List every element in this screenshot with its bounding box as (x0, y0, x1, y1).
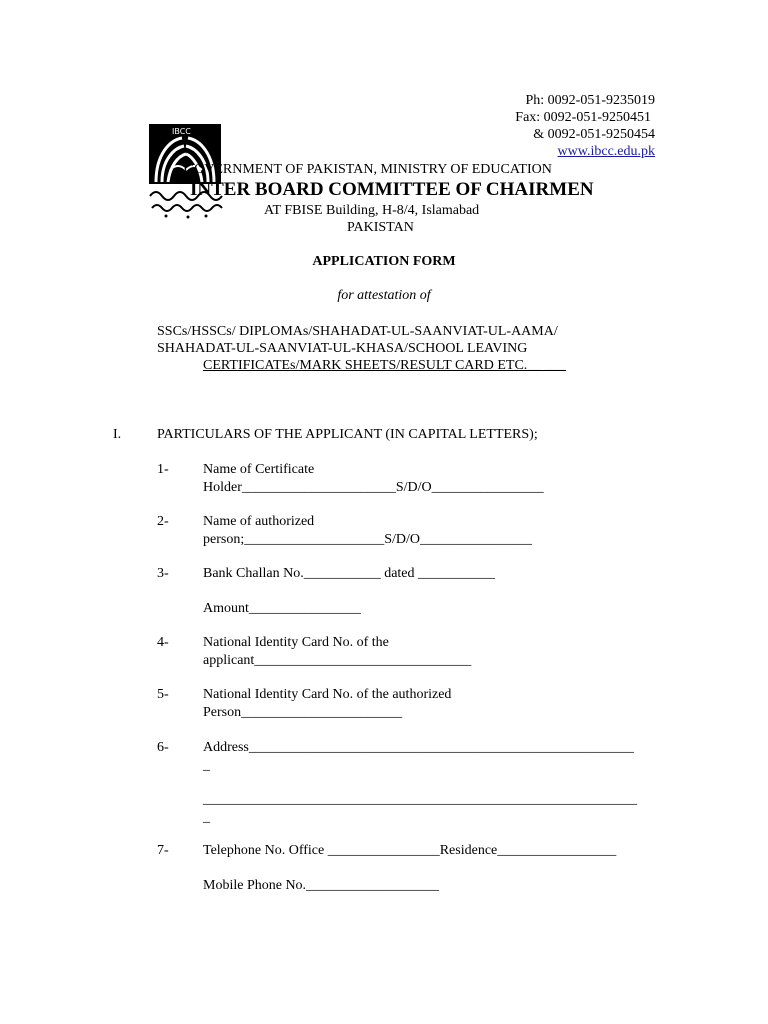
address-field-line-2[interactable]: ______________________________________________________________ (203, 792, 637, 807)
field-number: 7- (157, 843, 169, 858)
authorized-person-field[interactable]: person;____________________S/D/O________________ (203, 532, 532, 547)
field-number: 6- (157, 740, 169, 755)
website-link[interactable]: www.ibcc.edu.pk (557, 144, 655, 159)
logo-label: IBCC (172, 127, 191, 136)
scope-line-1: SSCs/HSSCs/ DIPLOMAs/SHAHADAT-UL-SAANVIAT-UL-AAMA/ (157, 324, 558, 339)
field-number: 2- (157, 514, 169, 529)
phone-number: Ph: 0092-051-9235019 (525, 93, 655, 108)
ministry-line: GOVERNMENT OF PAKISTAN, MINISTRY OF EDUCATION (184, 162, 552, 177)
authorized-nic-field[interactable]: Person_______________________ (203, 705, 403, 720)
bank-challan-field[interactable]: Bank Challan No.___________ dated ___________ (203, 566, 496, 581)
certificate-holder-label: Name of Certificate (203, 462, 315, 477)
address-line: AT FBISE Building, H-8/4, Islamabad (264, 203, 480, 218)
fax-number: Fax: 0092-051-9250451 (515, 110, 651, 125)
authorized-person-label: Name of authorized (203, 514, 315, 529)
section-numeral: I. (113, 427, 122, 442)
mobile-phone-field[interactable]: Mobile Phone No.___________________ (203, 878, 440, 893)
authorized-nic-label: National Identity Card No. of the authorized (203, 687, 452, 702)
section-heading: PARTICULARS OF THE APPLICANT (IN CAPITAL LETTERS); (157, 427, 538, 442)
address-field-continuation: _ (203, 810, 210, 825)
applicant-nic-field[interactable]: applicant_______________________________ (203, 653, 472, 668)
applicant-nic-label: National Identity Card No. of the (203, 635, 389, 650)
scope-line-2: SHAHADAT-UL-SAANVIAT-UL-KHASA/SCHOOL LEAVING (157, 341, 528, 356)
field-number: 4- (157, 635, 169, 650)
organization-title: INTER BOARD COMMITTEE OF CHAIRMEN (190, 179, 594, 200)
field-number: 5- (157, 687, 169, 702)
certificate-holder-field[interactable]: Holder______________________S/D/O________________ (203, 480, 544, 495)
scope-line-3: CERTIFICATEs/MARK SHEETS/RESULT CARD ETC.__ ___ (203, 358, 566, 373)
telephone-field[interactable]: Telephone No. Office ________________Residence_________________ (203, 843, 617, 858)
address-field[interactable]: Address_______________________________________________________ (203, 740, 634, 755)
field-number: 1- (157, 462, 169, 477)
form-title: APPLICATION FORM (312, 254, 456, 269)
fax-number-secondary: & 0092-051-9250454 (533, 127, 655, 142)
amount-field[interactable]: Amount________________ (203, 601, 361, 616)
form-subtitle: for attestation of (337, 288, 431, 303)
field-number: 3- (157, 566, 169, 581)
address-field-continuation: _ (203, 758, 210, 773)
country-line: PAKISTAN (347, 220, 414, 235)
